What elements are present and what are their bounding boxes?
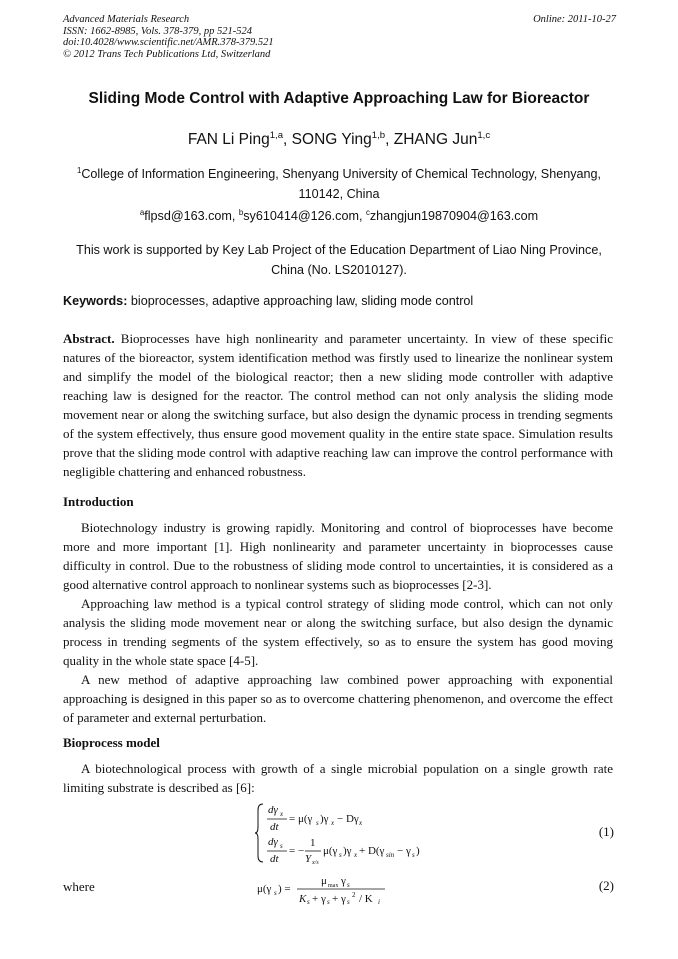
email-sup: a bbox=[139, 207, 145, 217]
email-sup: c bbox=[365, 207, 370, 217]
author-name: FAN Li Ping bbox=[187, 131, 270, 148]
introduction-body bbox=[63, 518, 613, 727]
svg-text:)γ: )γ bbox=[320, 813, 329, 825]
svg-text:= −: = − bbox=[289, 845, 305, 857]
svg-text:μ(γ: μ(γ bbox=[323, 845, 338, 857]
model-paragraph: A biotechnological process with growth of a single microbial population on a single growth rate limiting substrate is described as [6]: bbox=[63, 761, 613, 795]
equation-1 bbox=[255, 800, 435, 866]
svg-text:s: s bbox=[412, 851, 415, 859]
svg-text:γ: γ bbox=[341, 875, 346, 887]
svg-text:dγ: dγ bbox=[268, 836, 278, 848]
svg-text:K: K bbox=[299, 893, 307, 905]
email-a: flpsd@163.com, bbox=[144, 209, 239, 223]
intro-paragraph: A new method of adaptive approaching law combined power approaching with exponential approaching is designed in this paper so as to overcome chattering phenomenon, and overcome the effect of parameter and external perturbation. bbox=[63, 672, 613, 725]
funding-note bbox=[70, 240, 608, 280]
abstract bbox=[63, 329, 613, 481]
paper-title: Sliding Mode Control with Adaptive Approaching Law for Bioreactor bbox=[88, 90, 590, 107]
keywords bbox=[63, 294, 623, 308]
svg-text:max: max bbox=[328, 883, 339, 889]
svg-text:s: s bbox=[347, 881, 350, 889]
svg-text:): ) bbox=[416, 845, 420, 857]
keywords-text: bioprocesses, adaptive approaching law, sliding mode control bbox=[127, 294, 474, 308]
svg-text:s: s bbox=[274, 889, 277, 897]
svg-text:s: s bbox=[280, 842, 283, 850]
svg-text:2: 2 bbox=[352, 891, 356, 899]
where-label: where bbox=[63, 879, 95, 894]
issn: ISSN: 1662-8985, Vols. 378-379, pp 521-524 bbox=[63, 25, 252, 37]
online-date: Online: 2011-10-27 bbox=[533, 14, 616, 25]
affiliation-line2: 110142, China bbox=[298, 187, 380, 201]
svg-text:= μ(γ: = μ(γ bbox=[289, 813, 313, 825]
keywords-label: Keywords: bbox=[63, 294, 128, 308]
svg-text:x: x bbox=[354, 851, 358, 859]
svg-text:+ γ: + γ bbox=[332, 893, 346, 905]
intro-paragraph: Biotechnology industry is growing rapidly. Monitoring and control of bioprocesses have become more and more important [1]. High nonlinearity and parameter uncertainty in bioprocesses cause difficulty in control. Due to the robustness of sliding mode control to uncertainties, it is considered as a good alternative control approach to nonlinear systems such as bioprocesses [2-3]. bbox=[63, 520, 613, 592]
affiliation-sup: 1 bbox=[76, 165, 82, 175]
svg-text:− γ: − γ bbox=[397, 845, 411, 857]
abstract-text: Bioprocesses have high nonlinearity and parameter uncertainty. In view of these specific natures of the bioreactor, system identification method was firstly used to linearize the nonlinear system and simplify the model of the biological reactor; then a new sliding mode controller with adaptive reaching law is designed for the reactor. The control method can not only analysis the sliding mode movement near or along the switching surface, but also design the dynamic process in trending segments of the system effectively, thus ensure good movement quality in the entire state space. Simulation results prove that the sliding mode control with adaptive reaching law can improve the control performance with negligible chattering and enhanced robustness. bbox=[63, 331, 613, 479]
svg-text:x: x bbox=[331, 819, 335, 827]
email-list bbox=[70, 206, 608, 226]
svg-text:dγ: dγ bbox=[268, 804, 278, 816]
svg-text:x/s: x/s bbox=[312, 860, 319, 866]
email-b: sy610414@126.com, bbox=[243, 209, 366, 223]
equation-2-number: (2) bbox=[598, 878, 614, 893]
svg-text:dt: dt bbox=[270, 853, 279, 865]
funding-line2: China (No. LS2010127). bbox=[271, 263, 407, 277]
equation-2 bbox=[255, 872, 395, 906]
funding-line1: This work is supported by Key Lab Project of the Education Department of Liao Ning Province, bbox=[76, 243, 602, 257]
author-sep: , bbox=[283, 131, 292, 148]
svg-text:μ: μ bbox=[321, 875, 327, 887]
affiliation-line1: College of Information Engineering, Shenyang University of Chemical Technology, Shenyang, bbox=[81, 167, 602, 181]
svg-text:s: s bbox=[316, 819, 319, 827]
email-sup: b bbox=[238, 207, 244, 217]
svg-text:s: s bbox=[327, 898, 330, 906]
svg-text:x: x bbox=[280, 810, 284, 818]
svg-text:+ γ: + γ bbox=[312, 893, 326, 905]
abstract-label: Abstract. bbox=[63, 331, 115, 346]
model-heading: Bioprocess model bbox=[63, 735, 160, 750]
svg-text:i: i bbox=[378, 898, 380, 906]
svg-text:+ D(γ: + D(γ bbox=[359, 845, 385, 857]
svg-text:1: 1 bbox=[310, 837, 316, 849]
model-body bbox=[63, 759, 613, 797]
equation-1-number: (1) bbox=[598, 824, 614, 839]
svg-text:s: s bbox=[339, 851, 342, 859]
intro-paragraph: Approaching law method is a typical control strategy of sliding mode control, which can not only analysis the sliding mode movement near or along the switching surface, but also design the dynamic process in trending segments of the system effectively, so as to ensure the system has good moving quality in the whole state space [4-5]. bbox=[63, 596, 613, 668]
author-sup: 1,c bbox=[477, 129, 491, 141]
affiliation bbox=[70, 164, 608, 204]
journal-header bbox=[63, 14, 616, 60]
email-c: zhangjun19870904@163.com bbox=[369, 209, 539, 223]
svg-text:sin: sin bbox=[386, 851, 395, 859]
svg-text:/ K: / K bbox=[359, 893, 373, 905]
author-sup: 1,b bbox=[371, 129, 386, 141]
author-name: SONG Ying bbox=[291, 131, 372, 148]
svg-text:− Dγ: − Dγ bbox=[337, 813, 359, 825]
svg-text:) =: ) = bbox=[278, 883, 291, 895]
svg-text:)γ: )γ bbox=[343, 845, 352, 857]
introduction-heading: Introduction bbox=[63, 494, 134, 509]
author-name: ZHANG Jun bbox=[393, 131, 478, 148]
author-list bbox=[40, 131, 638, 149]
journal-name: Advanced Materials Research bbox=[63, 14, 190, 25]
svg-text:Y: Y bbox=[305, 853, 312, 865]
svg-text:dt: dt bbox=[270, 821, 279, 833]
svg-text:s: s bbox=[307, 898, 310, 906]
author-sep: , bbox=[385, 131, 394, 148]
author-sup: 1,a bbox=[269, 129, 284, 141]
svg-text:s: s bbox=[347, 898, 350, 906]
svg-text:x: x bbox=[359, 819, 363, 827]
svg-text:μ(γ: μ(γ bbox=[257, 883, 272, 895]
doi: doi:10.4028/www.scientific.net/AMR.378-379.521 bbox=[63, 37, 274, 48]
copyright: © 2012 Trans Tech Publications Ltd, Switzerland bbox=[63, 48, 271, 60]
